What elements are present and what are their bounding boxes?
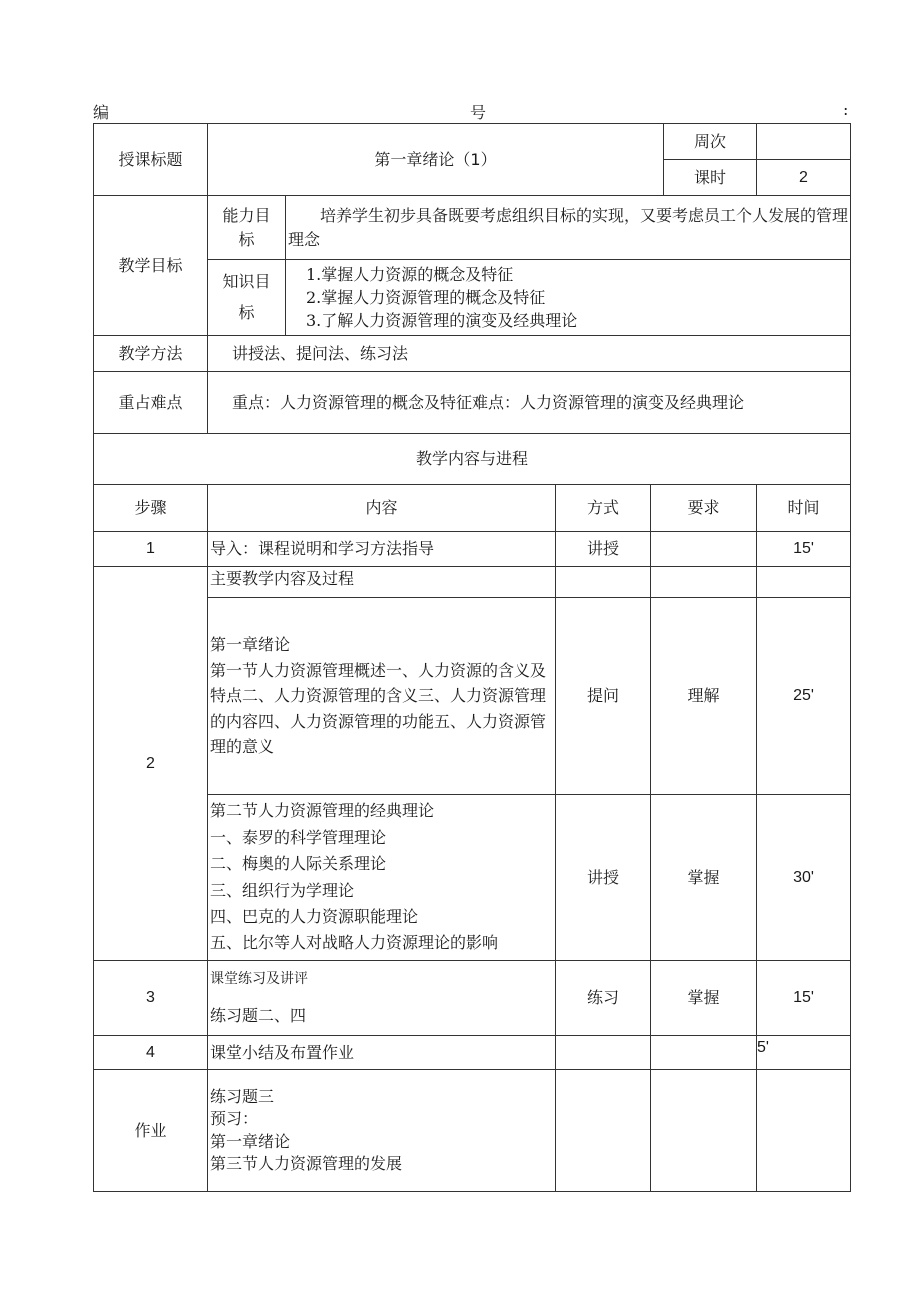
week-label: 周次 <box>664 124 757 160</box>
step-method: 练习 <box>556 961 651 1036</box>
methods-text: 讲授法、提问法、练习法 <box>208 336 851 372</box>
table-row <box>94 1036 851 1070</box>
step-time: 15' <box>757 961 851 1036</box>
lesson-title: 第一章绪论（1） <box>208 124 664 196</box>
step-requirement <box>651 532 757 567</box>
process-title: 教学内容与进程 <box>94 434 851 485</box>
step-requirement: 掌握 <box>651 795 757 961</box>
step-number: 3 <box>94 961 208 1036</box>
step-content-header: 主要教学内容及过程 <box>208 567 556 598</box>
header-hao: 号 <box>470 103 487 122</box>
step-method <box>556 1036 651 1070</box>
step-requirement: 理解 <box>651 598 757 795</box>
col-header-content: 内容 <box>208 485 556 532</box>
content-line: 第二节人力资源管理的经典理论 <box>210 801 435 821</box>
week-value <box>757 124 851 160</box>
content-line: 预习： <box>210 1109 259 1129</box>
homework-label: 作业 <box>94 1070 208 1192</box>
content-line: 二、梅奥的人际关系理论 <box>210 854 387 874</box>
step-time: 25' <box>757 598 851 795</box>
header-colon: : <box>843 100 849 119</box>
content-line: 第一章绪论 <box>210 1131 291 1151</box>
content-line: 练习题三 <box>210 1086 275 1106</box>
knowledge-item: 2.掌握人力资源管理的概念及特征 <box>306 287 546 307</box>
col-header-step: 步骤 <box>94 485 208 532</box>
table-row <box>94 567 851 598</box>
step-number: 4 <box>94 1036 208 1070</box>
content-line: 三、组织行为学理论 <box>210 880 355 900</box>
table-row <box>94 961 851 1036</box>
step-method: 讲授 <box>556 795 651 961</box>
methods-label: 教学方法 <box>94 336 208 372</box>
content-line: 课堂练习及讲评 <box>210 970 308 987</box>
table-row <box>94 1070 851 1192</box>
hours-label: 课时 <box>664 160 757 196</box>
knowledge-item: 1.掌握人力资源的概念及特征 <box>306 264 514 284</box>
step-content: 课堂小结及布置作业 <box>208 1036 556 1070</box>
content-line: 一、泰罗的科学管理理论 <box>210 827 387 847</box>
hours-value: 2 <box>757 160 851 196</box>
table-row <box>94 532 851 567</box>
content-line: 练习题二、四 <box>210 1005 307 1025</box>
step-method: 讲授 <box>556 532 651 567</box>
keypoints-text: 重点：人力资源管理的概念及特征难点：人力资源管理的演变及经典理论 <box>208 372 851 434</box>
content-line: 第一节人力资源管理概述一、人力资源的含义及特点二、人力资源管理的含义三、人力资源管理的内容四、人力资源管理的功能五、人力资源管理的意义 <box>210 660 547 757</box>
table-row <box>94 598 851 795</box>
step-requirement: 掌握 <box>651 961 757 1036</box>
ability-text: 培养学生初步具备既要考虑组织目标的实现，又要考虑员工个人发展的管理理念 <box>286 196 851 260</box>
content-line: 四、巴克的人力资源职能理论 <box>210 906 419 926</box>
col-header-method: 方式 <box>556 485 651 532</box>
col-header-time: 时间 <box>757 485 851 532</box>
content-line: 五、比尔等人对战略人力资源理论的影响 <box>210 933 499 953</box>
col-header-requirement: 要求 <box>651 485 757 532</box>
step-content: 导入：课程说明和学习方法指导 <box>208 532 556 567</box>
step-number: 1 <box>94 532 208 567</box>
keypoints-label: 重占难点 <box>94 372 208 434</box>
knowledge-label: 知识目标 <box>208 260 286 336</box>
step-time: 30' <box>757 795 851 961</box>
table-row <box>94 795 851 961</box>
lesson-plan-table <box>93 123 851 1192</box>
content-line: 第三节人力资源管理的发展 <box>210 1153 403 1173</box>
step-time: 5' <box>757 1036 851 1070</box>
ability-label: 能力目标 <box>208 196 286 260</box>
step-time: 15' <box>757 532 851 567</box>
step-method: 提问 <box>556 598 651 795</box>
step-number: 2 <box>94 567 208 961</box>
header-bian: 编 <box>93 103 110 122</box>
knowledge-item: 3.了解人力资源管理的演变及经典理论 <box>306 311 578 331</box>
objectives-label: 教学目标 <box>94 196 208 336</box>
title-label: 授课标题 <box>94 124 208 196</box>
step-requirement <box>651 1036 757 1070</box>
content-line: 第一章绪论 <box>210 635 291 655</box>
